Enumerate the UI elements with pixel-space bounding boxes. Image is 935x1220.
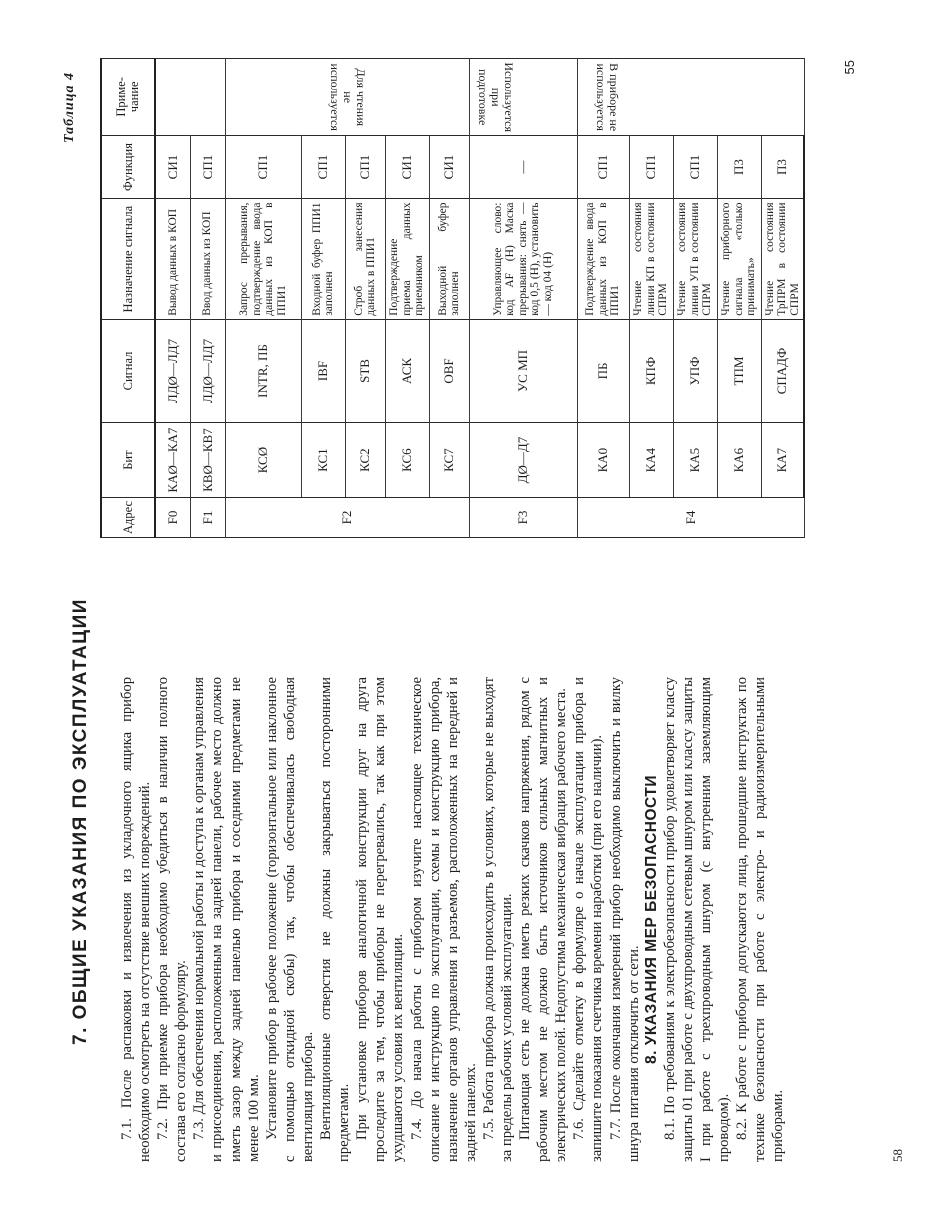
cell-purpose: Выходной буфер заполнен (429, 199, 469, 319)
paragraph-vents: Вентиляционные отверстия не должны закрываться посторонними предметами. (318, 677, 353, 1162)
cell-bit: КА4 (629, 423, 673, 498)
cell-purpose: Ввод данных из КОП (190, 199, 225, 319)
table-row (225, 59, 301, 538)
cell-signal: АСК (385, 319, 429, 422)
cell-bit: КА0 (577, 423, 629, 498)
cell-function: СП1 (673, 135, 717, 199)
cell-signal: IBF (301, 319, 345, 422)
cell-bit: КС2 (345, 423, 385, 498)
signal-table (100, 58, 805, 538)
cell-address: F1 (190, 497, 225, 537)
cell-purpose: Запрос прерывания, подтверждение ввода данных из КОП в ППИ1 (225, 199, 301, 319)
cell-signal: OBF (429, 319, 469, 422)
cell-purpose: Управляющее слово: код АF (H) Маска прерывания: снять — код 0,5 (H), установить — код 04 (H) (469, 199, 577, 319)
cell-bit: КС6 (385, 423, 429, 498)
cell-signal: ЛДØ—ЛД7 (190, 319, 225, 422)
cell-purpose: Подтверждение приема данных приемником (385, 199, 429, 319)
cell-purpose: Строб занесения данных в ППИ1 (345, 199, 385, 319)
cell-note-f0-f1 (155, 59, 225, 136)
cell-signal: ЛДØ—ЛД7 (155, 319, 190, 422)
table-row (577, 59, 629, 538)
cell-signal: СПАДФ (761, 319, 804, 422)
cell-function: СП1 (345, 135, 385, 199)
cell-note-f2 (225, 59, 469, 136)
paragraph-8-1: 8.1. По требованиям к электробезопасности прибор удовлетворяет классу защиты 01 при работе с двухпроводным сетевым шнуром или классу защиты I при работе с трехпроводным шнуром (с внутренним заземляющим проводом). (661, 677, 733, 1162)
cell-function: СП1 (225, 135, 301, 199)
header-bit: Бит (101, 423, 155, 498)
cell-purpose: Чтение состояния ТрПРМ в состоянии СПРМ (761, 199, 804, 319)
cell-bit: КС7 (429, 423, 469, 498)
cell-purpose: Чтение приборного сигнала «только принимать» (717, 199, 761, 319)
paragraph-8-2: 8.2. К работе с прибором допускаются лица, прошедшие инструктаж по технике безопасности при работе с электро- и радиоизмерительными приборами. (734, 677, 787, 1162)
cell-function: СП1 (577, 135, 629, 199)
header-address: Адрес (101, 497, 155, 537)
section-7-heading: 7. ОБЩИЕ УКАЗАНИЯ ПО ЭКСПЛУАТАЦИИ (70, 598, 91, 1045)
cell-signal: ТПМ (717, 319, 761, 422)
cell-function: СИ1 (429, 135, 469, 199)
paragraph-7-5: 7.5. Работа прибора должна происходить в условиях, которые не выходят за пределы рабочих условий эксплуатации. (480, 677, 515, 1162)
paragraph-7-7: 7.7. После окончания измерений прибор необходимо выключить и вилку шнура питания отключить от сети. (607, 677, 642, 1162)
paragraph-install: Установите прибор в рабочее положение (горизонтальное или наклонное с помощью откидной скобы) так, чтобы обеспечивалась свободная вентиляция прибора. (263, 677, 316, 1162)
cell-bit: КА5 (673, 423, 717, 498)
cell-function: П3 (761, 135, 804, 199)
cell-purpose: Входной буфер ППИ1 заполнен (301, 199, 345, 319)
cell-function: СП1 (190, 135, 225, 199)
header-function: Функция (101, 135, 155, 199)
paragraph-stacking: При установке приборов аналогичной конструкции друг на друга проследите за тем, чтобы приборы не перегревались, так как при этом ухудшаются условия их вентиляции. (354, 677, 407, 1162)
cell-bit: КАØ—КА7 (155, 423, 190, 498)
cell-purpose: Чтение состояния линии УП в состоянии СПРМ (673, 199, 717, 319)
table-header-row (101, 59, 155, 538)
cell-address: F3 (469, 497, 577, 537)
table-row (155, 59, 190, 538)
table-caption: Таблица 4 (62, 72, 77, 143)
page-number-right: 55 (842, 60, 857, 75)
note-f3-text: Используется при подготовке (475, 62, 516, 132)
cell-bit: КВØ—КВ7 (190, 423, 225, 498)
cell-function: — (469, 135, 577, 199)
paragraph-7-2: 7.2. При приемке прибора необходимо убедиться в наличии полного состава его согласно формуляру. (155, 677, 190, 1162)
cell-bit: КА6 (717, 423, 761, 498)
note-f4-text: В приборе не используется (593, 62, 621, 131)
note-f2-text: Для чтения не используется (327, 63, 368, 131)
cell-signal: INTR, ПБ (225, 319, 301, 422)
header-note: Приме-чание (101, 59, 155, 136)
cell-address: F0 (155, 497, 190, 537)
cell-bit: КА7 (761, 423, 804, 498)
cell-address: F2 (225, 497, 469, 537)
cell-signal: УПФ (673, 319, 717, 422)
paragraph-7-1: 7.1. После распаковки и извлечения из укладочного ящика прибор необходимо осмотреть на отсутствие внешних повреждений. (119, 677, 154, 1162)
cell-note-f4 (577, 59, 804, 136)
cell-bit: КСØ (225, 423, 301, 498)
paragraph-7-4: 7.4. До начала работы с прибором изучите настоящее техническое описание и инструкцию по эксплуатации, схемы и конструкцию прибора, назначение органов управления и разъемов, расположенных на передней и задней панелях. (408, 677, 479, 1162)
page-58-body (118, 677, 787, 1162)
page-58 (0, 598, 935, 1220)
cell-purpose: Подтверждение ввода данных из КОП в ППИ1 (577, 199, 629, 319)
cell-bit: КС1 (301, 423, 345, 498)
section-8-heading: 8. УКАЗАНИЯ МЕР БЕЗОПАСНОСТИ (642, 775, 660, 1064)
cell-function: СП1 (301, 135, 345, 199)
paragraph-7-6: 7.6. Сделайте отметку в формуляре о начале эксплуатации прибора и запишите показания счетчика времени наработки (при его наличии). (571, 677, 606, 1162)
cell-function: СИ1 (385, 135, 429, 199)
cell-signal: ПБ (577, 319, 629, 422)
cell-bit: ДØ—Д7 (469, 423, 577, 498)
table-row (469, 59, 577, 538)
paragraph-7-3: 7.3. Для обеспечения нормальной работы и доступа к органам управления и присоединения, расположенным на задней панели, рабочее место должно иметь зазор между задней панелью прибора и соседними предметами не менее 100 мм. (191, 677, 262, 1162)
cell-signal: STB (345, 319, 385, 422)
cell-function: СП1 (629, 135, 673, 199)
cell-function: СИ1 (155, 135, 190, 199)
header-purpose: Назначение сигнала (101, 199, 155, 319)
header-signal: Сигнал (101, 319, 155, 422)
cell-function: П3 (717, 135, 761, 199)
cell-signal: УС МП (469, 319, 577, 422)
cell-address: F4 (577, 497, 804, 537)
page-number-left: 58 (890, 1149, 905, 1162)
cell-purpose: Вывод данных в КОП (155, 199, 190, 319)
cell-purpose: Чтение состояния линии КП в состоянии СПРМ (629, 199, 673, 319)
cell-signal: КПФ (629, 319, 673, 422)
cell-note-f3 (469, 59, 577, 136)
paragraph-mains: Питающая сеть не должна иметь резких скачков напряжения, рядом с рабочим местом не должно быть источников сильных магнитных и электрических полей. Недопустима механическая вибрация рабочего места. (517, 677, 570, 1162)
